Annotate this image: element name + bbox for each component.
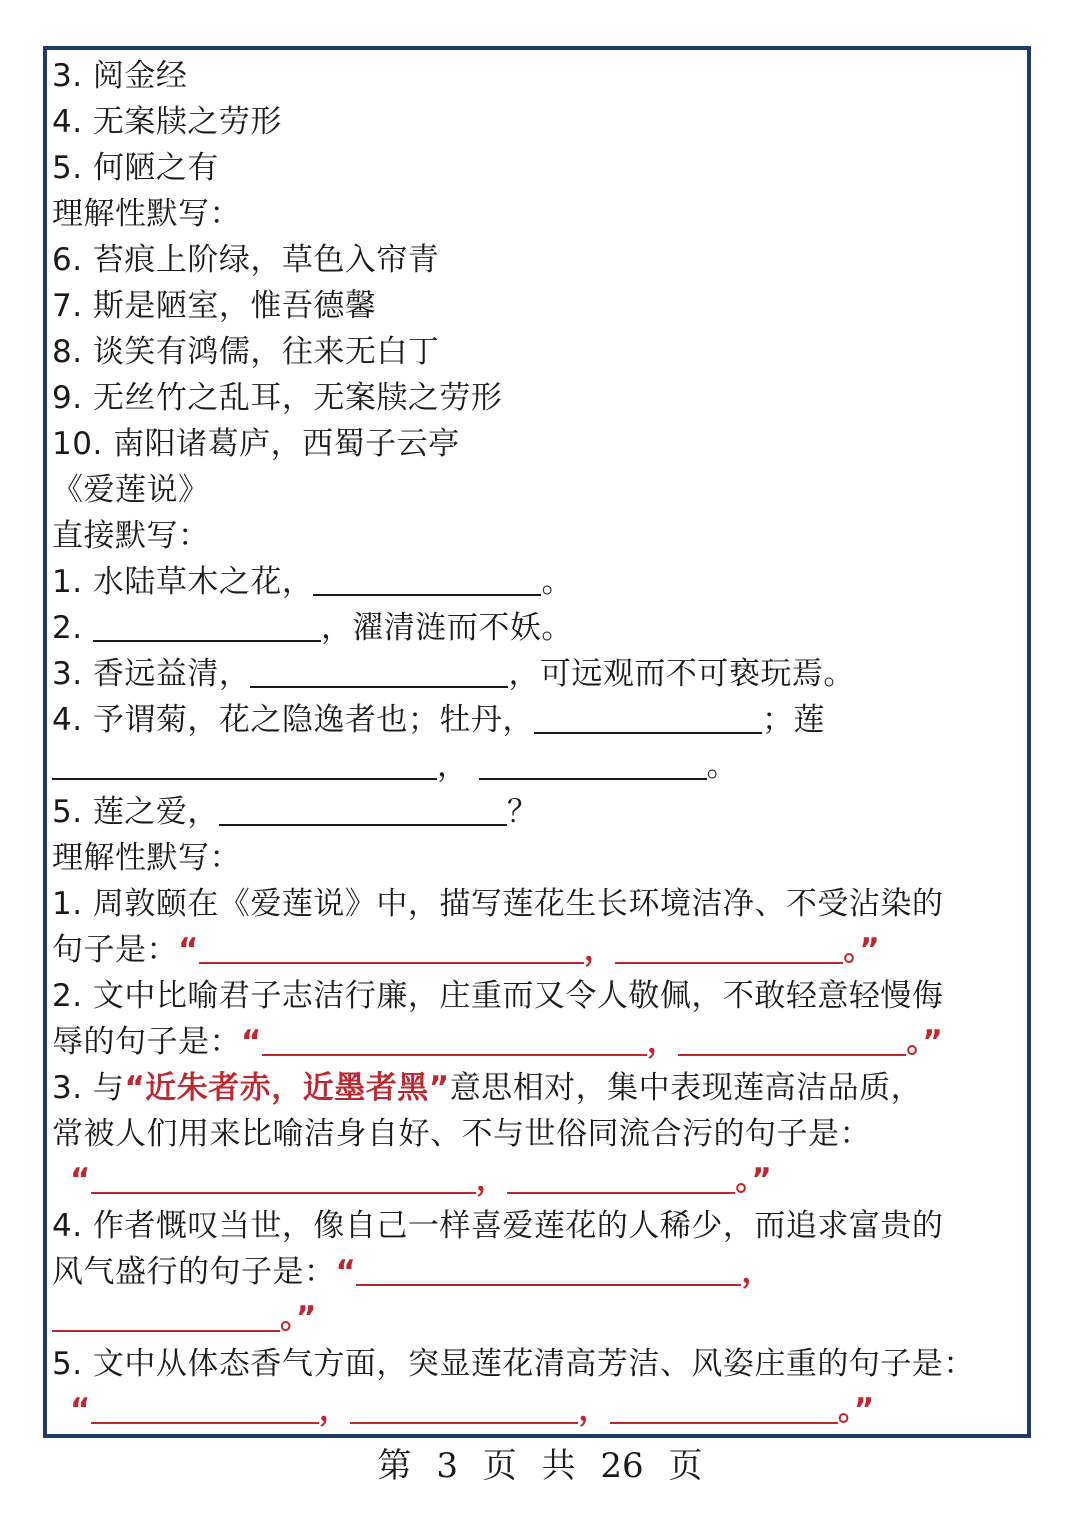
comma: ，	[475, 1162, 508, 1198]
section-title: 《爱莲说》	[52, 472, 210, 508]
question-direct-1	[52, 559, 1030, 605]
section-heading: 理解性默写：	[52, 840, 241, 876]
answer-blank[interactable]	[678, 1024, 906, 1056]
period: 。	[906, 1024, 923, 1060]
open-quote: “	[178, 932, 199, 968]
text-line: 8. 谈笑有鸿儒，往来无白丁	[52, 334, 440, 370]
question-understanding-2: 2. 文中比喻君子志洁行廉，庄重而又令人敬佩，不敢轻意轻慢侮	[52, 978, 944, 1014]
answer-blank[interactable]	[91, 1392, 319, 1424]
period: 。	[280, 1300, 296, 1336]
comma: ，	[741, 1254, 773, 1290]
question-text: ；莲	[761, 702, 825, 738]
question-understanding-4: 4. 作者慨叹当世，像自己一样喜爱莲花的人稀少，而追求富贵的	[52, 1208, 944, 1244]
answer-blank[interactable]	[91, 1162, 476, 1194]
question-text: ，	[437, 748, 469, 784]
close-quote: ”	[859, 932, 881, 968]
question-understanding-3-answer	[52, 1157, 1030, 1203]
question-direct-2	[52, 605, 1030, 651]
open-quote: “	[70, 1392, 91, 1428]
answer-blank[interactable]	[93, 610, 321, 642]
close-quote: ”	[853, 1392, 875, 1428]
text-line: 10. 南阳诸葛庐，西蜀子云亭	[52, 426, 460, 462]
question-direct-4-cont	[52, 743, 1030, 789]
period: 。	[735, 1162, 752, 1198]
question-text: 1. 水陆草木之花，	[52, 564, 314, 600]
comma: ，	[578, 1392, 610, 1428]
question-text: ，濯清涟而不妖。	[320, 610, 573, 646]
question-text: 5. 莲之爱，	[52, 794, 219, 830]
open-quote: “	[70, 1162, 91, 1198]
question-understanding-5: 5. 文中从体态香气方面，突显莲花清高芳洁、风姿庄重的句子是：	[52, 1346, 975, 1382]
section-heading: 直接默写：	[52, 518, 210, 554]
question-text: 。	[706, 748, 738, 784]
answer-blank[interactable]	[610, 1392, 838, 1424]
text-line: 4. 无案牍之劳形	[52, 104, 282, 140]
question-understanding-4-answer	[52, 1295, 1030, 1341]
close-quote: ”	[751, 1162, 773, 1198]
answer-blank[interactable]	[507, 1162, 735, 1194]
question-understanding-4-cont	[52, 1249, 1030, 1295]
section-heading: 理解性默写：	[52, 196, 241, 232]
question-text: 句子是：	[52, 932, 178, 968]
question-understanding-3	[52, 1065, 1030, 1111]
question-understanding-1-cont	[52, 927, 1030, 973]
question-understanding-1: 1. 周敦颐在《爱莲说》中，描写莲花生长环境洁净、不受沾染的	[52, 886, 944, 922]
answer-blank[interactable]	[52, 1300, 280, 1332]
question-understanding-3-cont: 常被人们用来比喻洁身自好、不与世俗同流合污的句子是：	[52, 1116, 871, 1152]
text-line: 5. 何陋之有	[52, 150, 219, 186]
question-text: 意思相对，集中表现莲高洁品质，	[449, 1070, 923, 1106]
question-text: 3. 与	[52, 1070, 125, 1106]
answer-blank[interactable]	[219, 794, 507, 826]
text-line: 7. 斯是陋室，惟吾德馨	[52, 288, 377, 324]
worksheet-content	[52, 53, 1030, 1433]
close-quote: ”	[296, 1300, 317, 1336]
question-text: ？	[506, 794, 539, 830]
answer-blank[interactable]	[350, 1392, 578, 1424]
period: 。	[837, 1392, 854, 1428]
answer-blank[interactable]	[262, 1024, 647, 1056]
question-understanding-5-answer	[52, 1387, 1030, 1433]
question-text: 。	[541, 564, 573, 600]
question-text: 4. 予谓菊，花之隐逸者也；牡丹，	[52, 702, 534, 738]
page-number-footer: 第 3 页 共 26 页	[377, 1446, 703, 1486]
text-line: 3. 阅金经	[52, 58, 188, 94]
period: 。	[843, 932, 860, 968]
highlighted-quote: “近朱者赤，近墨者黑”	[124, 1070, 450, 1106]
question-direct-4	[52, 697, 1030, 743]
answer-blank[interactable]	[313, 564, 541, 596]
question-text: 3. 香远益清，	[52, 656, 251, 692]
answer-blank[interactable]	[356, 1254, 741, 1286]
answer-blank[interactable]	[479, 748, 707, 780]
question-text: 风气盛行的句子是：	[52, 1254, 336, 1290]
comma: ，	[318, 1392, 351, 1428]
question-direct-3	[52, 651, 1030, 697]
text-line: 6. 苔痕上阶绿，草色入帘青	[52, 242, 440, 278]
answer-blank[interactable]	[199, 932, 584, 964]
question-direct-5	[52, 789, 1030, 835]
answer-blank[interactable]	[534, 702, 762, 734]
comma: ，	[646, 1024, 679, 1060]
comma: ，	[583, 932, 616, 968]
open-quote: “	[335, 1254, 357, 1290]
close-quote: ”	[922, 1024, 944, 1060]
question-text: ，可远观而不可亵玩焉。	[508, 656, 855, 692]
answer-blank[interactable]	[615, 932, 843, 964]
question-understanding-2-cont	[52, 1019, 1030, 1065]
question-text: 辱的句子是：	[52, 1024, 241, 1060]
answer-blank[interactable]	[250, 656, 508, 688]
question-text: 2.	[52, 610, 93, 646]
answer-blank[interactable]	[52, 748, 437, 780]
open-quote: “	[241, 1024, 262, 1060]
text-line: 9. 无丝竹之乱耳，无案牍之劳形	[52, 380, 503, 416]
